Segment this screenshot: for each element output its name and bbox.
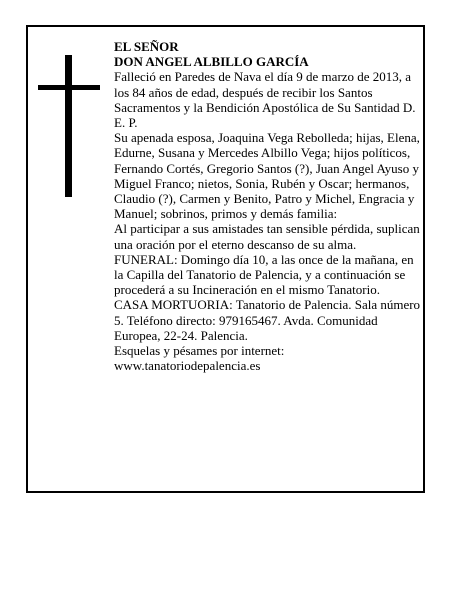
funeral-home-details: CASA MORTUORIA: Tanatorio de Palencia. Sala número 5. Teléfono directo: 979165467. Avda. Comunidad Europea, 22-24. Palencia. bbox=[114, 297, 421, 343]
title-honorific: EL SEÑOR bbox=[114, 39, 179, 54]
obituary-frame bbox=[26, 25, 425, 493]
prayer-request: Al participar a sus amistades tan sensible pérdida, suplican una oración por el eterno descanso de su alma. bbox=[114, 221, 420, 252]
cross-vertical-bar bbox=[65, 55, 72, 197]
family-list: Su apenada esposa, Joaquina Vega Rebolleda; hijas, Elena, Edurne, Susana y Mercedes Albillo Vega; hijos políticos, Fernando Cortés, Gregorio Santos (?), Juan Angel Ayuso y Miguel Franco; nietos, Sonia, Rubén y Oscar; hermanos, Claudio (?), Carmen y Benito, Patro y Michel, Engracia y Manuel; sobrinos, primos y demás familia: bbox=[114, 130, 420, 222]
online-condolences: Esquelas y pésames por internet: www.tanatoriodepalencia.es bbox=[114, 343, 285, 374]
cross-icon bbox=[38, 55, 100, 197]
deceased-name: DON ANGEL ALBILLO GARCÍA bbox=[114, 54, 309, 70]
cross-horizontal-bar bbox=[38, 85, 100, 90]
death-announcement: Falleció en Paredes de Nava el día 9 de marzo de 2013, a los 84 años de edad, después de recibir los Santos Sacramentos y la Bendición Apostólica de Su Santidad D. E. P. bbox=[114, 69, 416, 131]
funeral-details: FUNERAL: Domingo día 10, a las once de la mañana, en la Capilla del Tanatorio de Palencia, y a continuación se procederá a su Incineración en el mismo Tanatorio. bbox=[114, 251, 414, 298]
obituary-text bbox=[114, 39, 422, 373]
